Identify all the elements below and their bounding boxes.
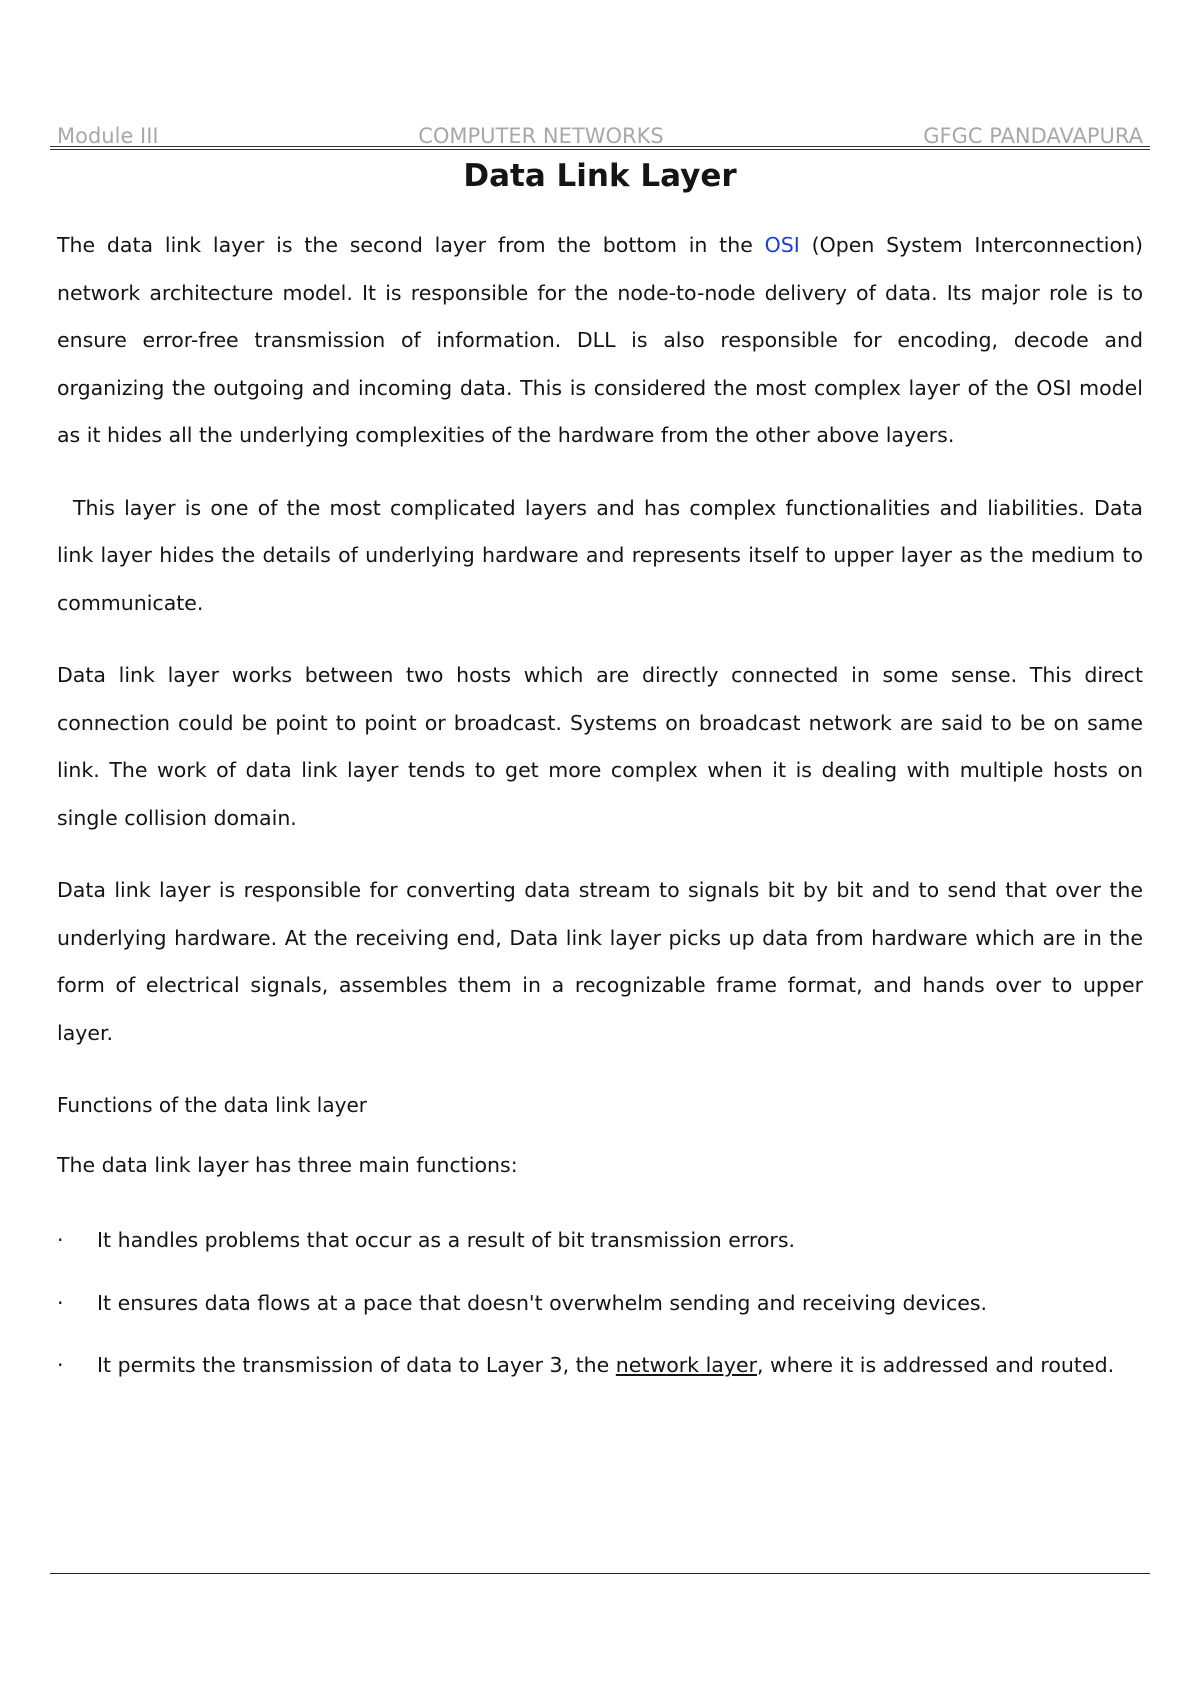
bullet-icon: · [57,1353,64,1377]
functions-intro: The data link layer has three main functions: [57,1152,518,1177]
list-item [57,1342,1143,1390]
paragraph-intro [57,222,1143,460]
paragraph-complexity: This layer is one of the most complicated layers and has complex functionalities and liabilities. Data link layer hides the details of underlying hardware and represents itself to upper layer as the medium to communicate. [57,495,1143,615]
osi-link[interactable]: OSI [764,233,800,257]
footer-rule [50,1573,1150,1574]
paragraph-signals: Data link layer is responsible for converting data stream to signals bit by bit and to send that over the underlying hardware. At the receiving end, Data link layer picks up data from hardware which are in the form of electrical signals, assembles them in a recognizable frame format, and hands over to upper layer. [57,878,1143,1045]
page-title: Data Link Layer [463,158,737,194]
functions-list [57,1217,1143,1390]
paragraph-hosts: Data link layer works between two hosts which are directly connected in some sense. This direct connection could be point to point or broadcast. Systems on broadcast network are said to be on same link. The work of data link layer tends to get more complex when it is dealing with multiple hosts on single collision domain. [57,663,1143,830]
list-item-text-a: It permits the transmission of data to Layer 3, the [97,1353,616,1377]
header-college: GFGC PANDAVAPURA [923,124,1143,148]
list-item-text: It handles problems that occur as a result of bit transmission errors. [97,1228,796,1252]
header-rule [50,146,1150,150]
bullet-icon: · [57,1290,64,1315]
functions-heading: Functions of the data link layer [57,1093,367,1117]
page-header [57,118,1143,148]
document-body [57,222,1143,1405]
header-module: Module III [57,124,159,148]
bullet-icon: · [57,1228,64,1252]
list-item [57,1217,1143,1265]
list-item-text: It ensures data flows at a pace that doesn't overwhelm sending and receiving devices. [97,1290,988,1315]
list-item [57,1280,1143,1328]
paragraph-intro-text-a: The data link layer is the second layer from the bottom in the [57,233,765,257]
paragraph-intro-text-b: (Open System Interconnection) network architecture model. It is responsible for the node-to-node delivery of data. Its major role is to ensure error-free transmission of information. DLL is also responsible for encoding, decode and organizing the outgoing and incoming data. This is considered the most complex layer of the OSI model as it hides all the underlying complexities of the hardware from the other above layers. [57,233,1144,447]
network-layer-link[interactable]: network layer [615,1353,757,1377]
header-course: COMPUTER NETWORKS [418,124,664,148]
list-item-text-b: , where it is addressed and routed. [757,1353,1115,1377]
